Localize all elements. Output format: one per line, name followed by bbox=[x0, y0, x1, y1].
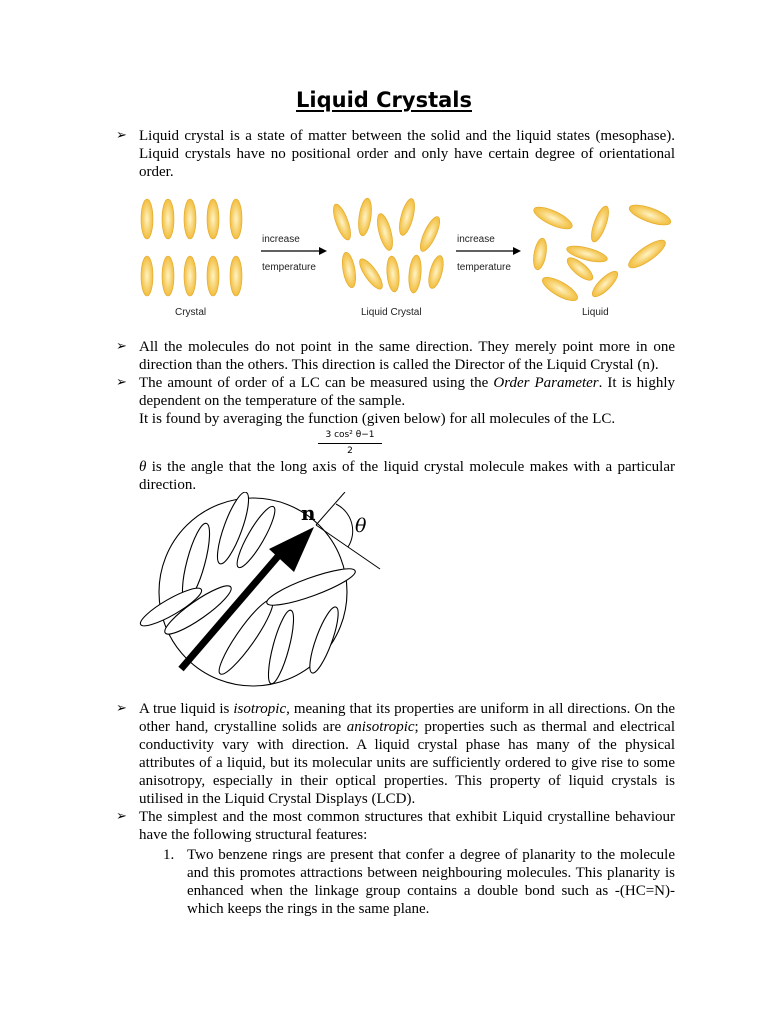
arrow-1-icon bbox=[261, 247, 327, 255]
page-title: Liquid Crystals bbox=[296, 88, 472, 112]
paragraph-director: All the molecules do not point in the same direction. They merely point more in one direction than the others. This direction is called the Director of the Liquid Crystal (n). bbox=[139, 339, 675, 373]
arrow-2-icon bbox=[456, 247, 521, 255]
paragraph-theta-definition: θ is the angle that the long axis of the liquid crystal molecule makes with a particular direction. bbox=[139, 459, 675, 493]
director-arrowhead-icon bbox=[269, 527, 314, 572]
liquid-crystal-molecules bbox=[330, 197, 446, 293]
bullet-arrow-icon: ➢ bbox=[116, 339, 127, 354]
paragraph-order-parameter: The amount of order of a LC can be measured using the Order Parameter. It is highly dependent on the temperature of the sample. bbox=[139, 375, 675, 409]
reference-line bbox=[316, 492, 345, 525]
formula-numerator: 3 cos² θ−1 bbox=[318, 430, 382, 444]
bullet-arrow-icon: ➢ bbox=[116, 375, 127, 390]
paragraph-mesophase: Liquid crystal is a state of matter between the solid and the liquid states (mesophase). Liquid crystals have no positional order and only have certain degree of orientational order. bbox=[139, 128, 675, 180]
order-parameter-formula bbox=[318, 430, 382, 457]
theta-label: θ bbox=[355, 515, 367, 537]
arrow-1-label-top: increase bbox=[262, 234, 300, 245]
bullet-arrow-icon: ➢ bbox=[116, 809, 127, 824]
arrow-1-label-bottom: temperature bbox=[262, 262, 316, 273]
director-figure bbox=[136, 492, 386, 692]
formula-denominator: 2 bbox=[347, 446, 353, 456]
arrow-2-label-top: increase bbox=[457, 234, 495, 245]
liquid-label: Liquid bbox=[582, 307, 609, 318]
arrow-2-label-bottom: temperature bbox=[457, 262, 511, 273]
bullet-arrow-icon: ➢ bbox=[116, 128, 127, 143]
paragraph-isotropy: A true liquid is isotropic, meaning that its properties are uniform in all directions. On the other hand, crystalline solids are anisotropic; properties such as thermal and electrical conductivity vary with direction. A liquid crystal phase has many of the physical attributes of a liquid, but its molecular units are sufficiently ordered to give rise to some anisotropy, especially in their optical properties. This property of liquid crystals is utilised in the Liquid Crystal Displays (LCD). bbox=[139, 701, 675, 807]
list-item-benzene-rings: Two benzene rings are present that confer a degree of planarity to the molecule and this promotes attractions between neighbouring molecules. This planarity is enhanced when the linkage group contains a double bond such as -(HC=N)- which keeps the rings in the same plane. bbox=[187, 847, 675, 917]
crystal-label: Crystal bbox=[175, 307, 207, 318]
paragraph-averaging: It is found by averaging the function (given below) for all molecules of the LC. bbox=[139, 411, 616, 427]
director-n-label: n bbox=[301, 501, 316, 525]
list-item-number: 1. bbox=[163, 847, 175, 863]
liquid-molecules bbox=[531, 201, 673, 305]
liquid-crystal-label: Liquid Crystal bbox=[361, 307, 422, 318]
bullet-arrow-icon: ➢ bbox=[116, 701, 127, 716]
crystal-molecules bbox=[141, 199, 242, 296]
paragraph-structural-features: The simplest and the most common structures that exhibit Liquid crystalline behaviour have the following structural features: bbox=[139, 809, 675, 843]
phase-transition-figure bbox=[135, 192, 680, 322]
